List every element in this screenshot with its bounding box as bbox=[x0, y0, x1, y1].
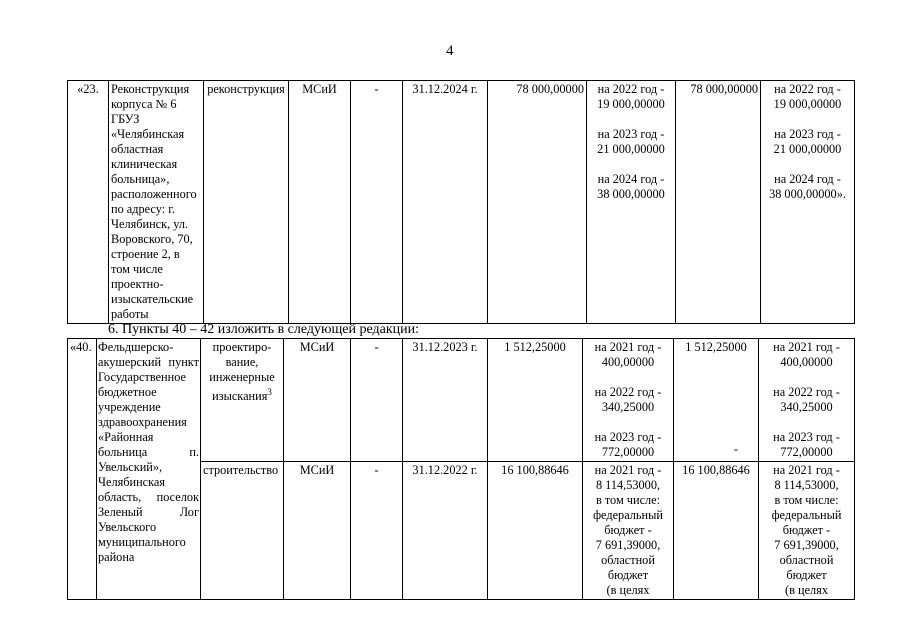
table-item-23 bbox=[67, 80, 855, 324]
deadline-date: 31.12.2023 г. bbox=[403, 339, 488, 462]
dash-cell: - bbox=[351, 81, 403, 324]
dash-cell: - bbox=[351, 339, 403, 462]
object-name: Реконструкция корпуса № 6 ГБУЗ «Челябинская областная клиническая больница», расположенного по адресу: г. Челябинск, ул. Воровского, 70, строение 2, в том числе проектно-изыскательские работы bbox=[109, 81, 204, 324]
table-row bbox=[68, 81, 855, 324]
table-item-40 bbox=[67, 338, 855, 600]
deadline-date: 31.12.2024 г. bbox=[403, 81, 488, 324]
item-number: «40. bbox=[68, 339, 97, 600]
funding-detail-2: на 2021 год - 8 114,53000, в том числе: федеральный бюджет - 7 691,39000, областной бюджет (в целях bbox=[759, 462, 855, 600]
item-number: «23. bbox=[68, 81, 109, 324]
yearly-breakdown: на 2022 год - 19 000,00000 на 2023 год - 21 000,00000 на 2024 год - 38 000,00000 bbox=[587, 81, 676, 324]
page-number: 4 bbox=[446, 43, 454, 59]
total-cost-2: 78 000,00000 bbox=[676, 81, 761, 324]
yearly-breakdown-2: на 2021 год - 400,00000 на 2022 год - 340,25000 на 2023 год - 772,00000 bbox=[759, 339, 855, 462]
footnote-mark: 3 bbox=[267, 387, 272, 397]
section-heading: 6. Пункты 40 – 42 изложить в следующей редакции: bbox=[108, 322, 420, 337]
total-cost: 78 000,00000 bbox=[488, 81, 587, 324]
dash-mark: - bbox=[733, 442, 738, 456]
work-type: реконструкция bbox=[204, 81, 289, 324]
customer: МСиИ bbox=[284, 339, 351, 462]
total-cost-2: 16 100,88646 bbox=[674, 462, 759, 600]
yearly-breakdown-2: на 2022 год - 19 000,00000 на 2023 год - 21 000,00000 на 2024 год - 38 000,00000». bbox=[761, 81, 855, 324]
table-row bbox=[68, 339, 855, 462]
yearly-breakdown: на 2021 год - 400,00000 на 2022 год - 340,25000 на 2023 год - 772,00000 bbox=[583, 339, 674, 462]
funding-detail: на 2021 год - 8 114,53000, в том числе: федеральный бюджет - 7 691,39000, областной бюджет (в целях bbox=[583, 462, 674, 600]
total-cost: 16 100,88646 bbox=[488, 462, 583, 600]
customer: МСиИ bbox=[284, 462, 351, 600]
dash-cell: - bbox=[351, 462, 403, 600]
deadline-date: 31.12.2022 г. bbox=[403, 462, 488, 600]
customer: МСиИ bbox=[289, 81, 351, 324]
total-cost: 1 512,25000 bbox=[488, 339, 583, 462]
work-type: строительство bbox=[201, 462, 284, 600]
work-type: проектиро-вание, инженерные изыскания$^3$ bbox=[201, 339, 284, 462]
total-cost-2: 1 512,25000 - bbox=[674, 339, 759, 462]
object-name: Фельдшерско-акушерский пункт Государственное бюджетное учреждение здравоохранения «Районная больница п. Увельский», Челябинская область, поселок Зеленый Лог Увельского муниципального района bbox=[97, 339, 201, 600]
